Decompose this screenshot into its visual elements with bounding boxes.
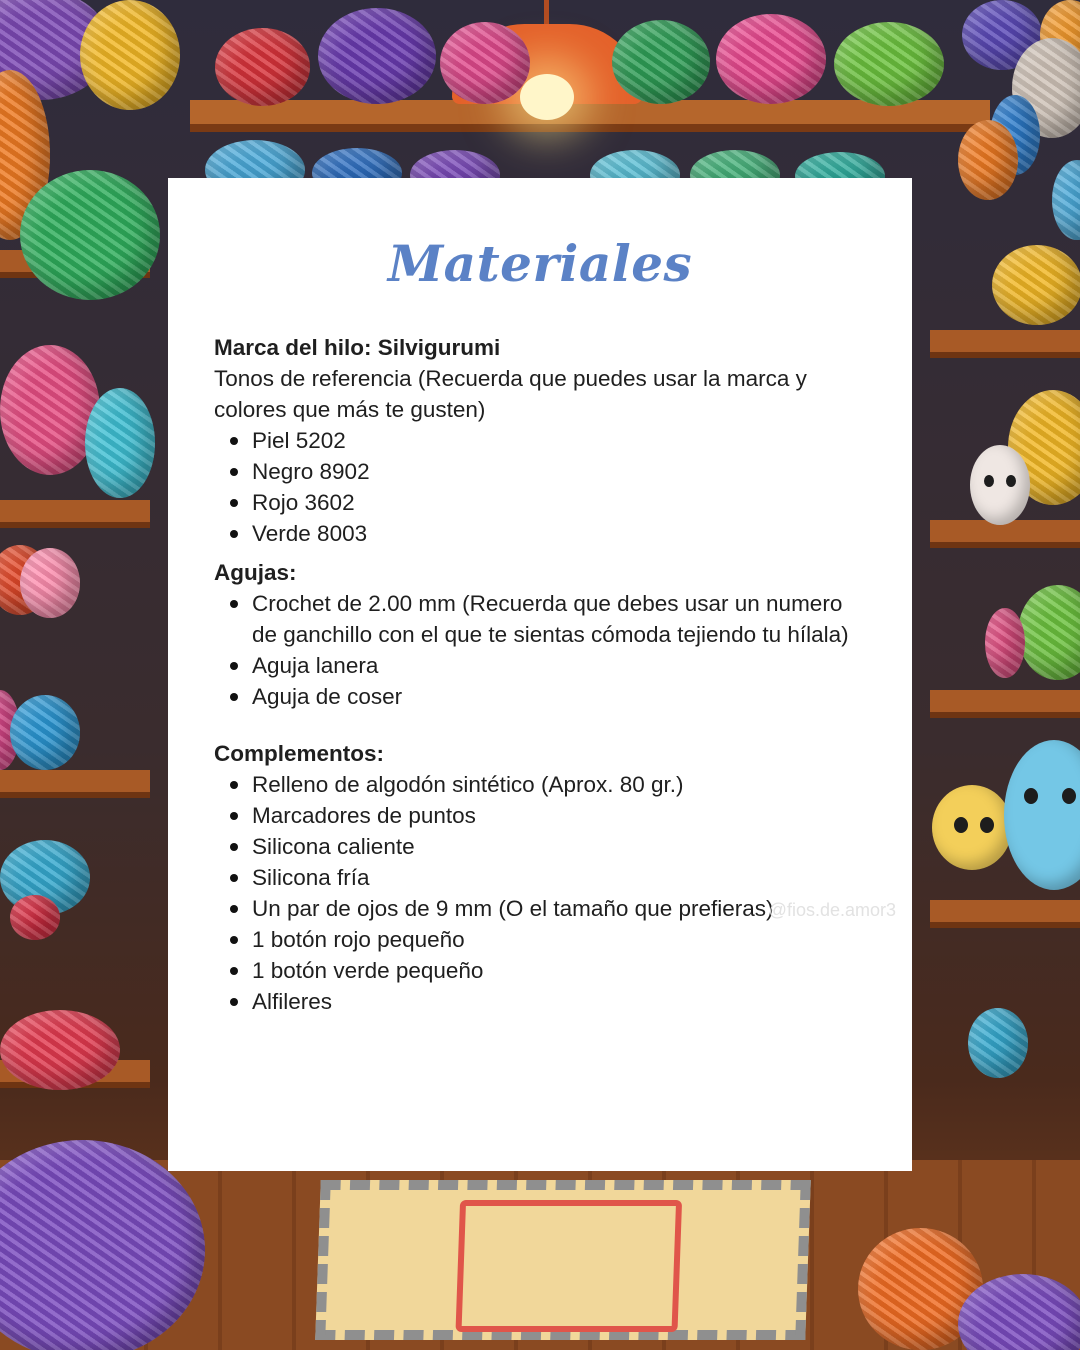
yarn-ball xyxy=(0,1010,120,1090)
yarn-ball xyxy=(85,388,155,498)
yarn-ball xyxy=(440,22,530,104)
list-item: Negro 8902 xyxy=(214,456,866,487)
yarn-ball xyxy=(612,20,710,104)
extras-section xyxy=(214,738,866,1017)
yarn-description: Tonos de referencia (Recuerda que puedes usar la marca y colores que más te gusten) xyxy=(214,366,807,422)
list-item: Silicona fría xyxy=(214,862,866,893)
list-item: Un par de ojos de 9 mm (O el tamaño que prefieras) xyxy=(214,893,866,924)
yarn-ball xyxy=(10,895,60,940)
right-shelf xyxy=(930,690,1080,718)
yarn-heading: Marca del hilo: Silvigurumi xyxy=(214,335,501,360)
extras-heading: Complementos: xyxy=(214,741,385,766)
yarn-ball xyxy=(1018,585,1080,680)
yarn-ball xyxy=(992,245,1080,325)
yarn-ball xyxy=(215,28,310,106)
left-shelf xyxy=(0,500,150,528)
amigurumi-toy xyxy=(1004,740,1080,890)
needles-heading: Agujas: xyxy=(214,560,297,585)
yarn-ball xyxy=(10,695,80,770)
materials-card xyxy=(168,178,912,1171)
right-shelf xyxy=(930,900,1080,928)
needles-section xyxy=(214,557,866,712)
list-item: Rojo 3602 xyxy=(214,487,866,518)
yarn-ball xyxy=(1052,160,1080,240)
amigurumi-toy xyxy=(932,785,1012,870)
list-item: Marcadores de puntos xyxy=(214,800,866,831)
extras-list xyxy=(214,769,866,1017)
yarn-ball xyxy=(834,22,944,106)
yarn-ball xyxy=(985,608,1025,678)
yarn-ball xyxy=(80,0,180,110)
right-shelf xyxy=(930,330,1080,358)
yarn-ball xyxy=(20,170,160,300)
yarn-ball xyxy=(318,8,436,104)
list-item: Aguja lanera xyxy=(214,650,866,681)
left-shelf xyxy=(0,770,150,798)
yarn-ball xyxy=(968,1008,1028,1078)
page-title: Materiales xyxy=(387,234,693,293)
patterned-rug xyxy=(315,1180,811,1340)
list-item: Relleno de algodón sintético (Aprox. 80 gr.) xyxy=(214,769,866,800)
list-item: Piel 5202 xyxy=(214,425,866,456)
yarn-section xyxy=(214,332,866,549)
list-item: Alfileres xyxy=(214,986,866,1017)
list-item: 1 botón verde pequeño xyxy=(214,955,866,986)
yarn-list xyxy=(214,425,866,549)
yarn-ball xyxy=(958,120,1018,200)
list-item: Verde 8003 xyxy=(214,518,866,549)
list-item: Silicona caliente xyxy=(214,831,866,862)
watermark: @fios.de.amor3 xyxy=(768,900,896,920)
yarn-ball xyxy=(716,14,826,104)
list-item: Aguja de coser xyxy=(214,681,866,712)
amigurumi-toy xyxy=(970,445,1030,525)
yarn-ball xyxy=(20,548,80,618)
list-item: Crochet de 2.00 mm (Recuerda que debes usar un numero de ganchillo con el que te sientas cómoda tejiendo tu hílala) xyxy=(214,588,866,650)
needles-list xyxy=(214,588,866,712)
list-item: 1 botón rojo pequeño xyxy=(214,924,866,955)
